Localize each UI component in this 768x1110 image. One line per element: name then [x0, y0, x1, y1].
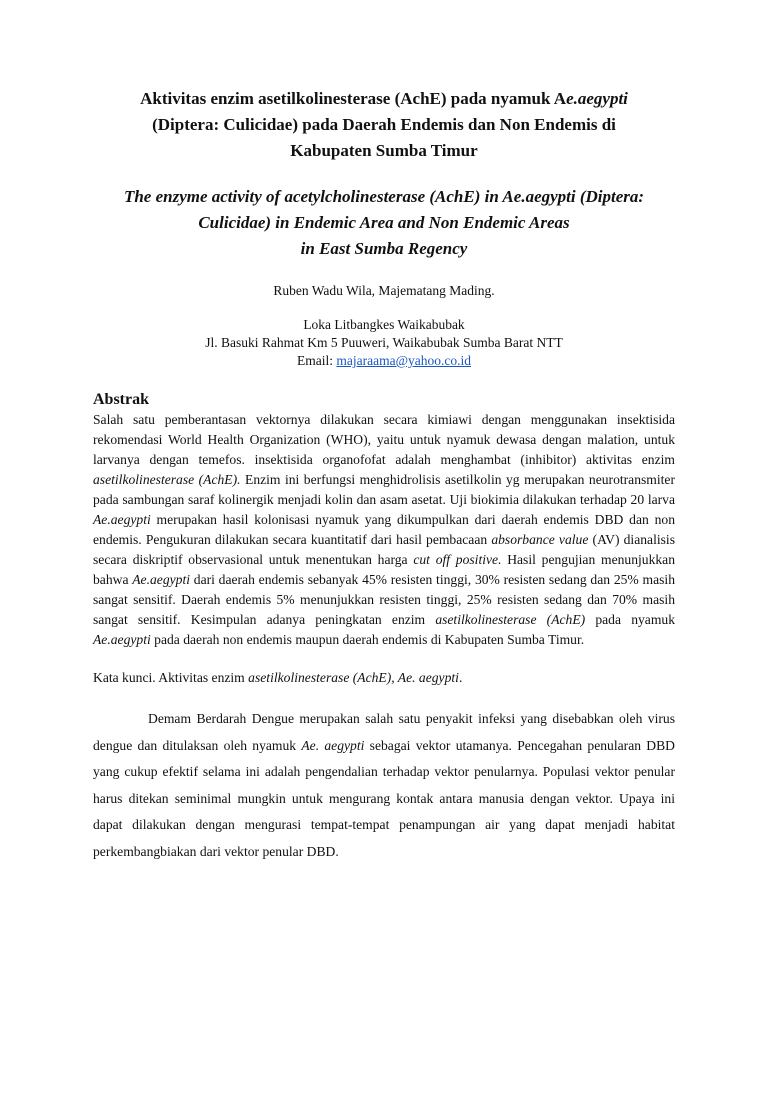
abstract-heading: Abstrak — [93, 391, 150, 408]
keywords-end: . — [458, 670, 463, 685]
email-line — [93, 352, 675, 370]
title-id-line-1 — [93, 86, 675, 112]
abstract-text — [93, 410, 675, 650]
institution: Loka Litbangkes Waikabubak — [303, 317, 465, 332]
authors: Ruben Wadu Wila, Majematang Mading. — [273, 283, 495, 298]
title-indonesian — [93, 86, 675, 164]
keywords-label: Kata kunci. Aktivitas enzim — [93, 670, 249, 685]
keywords — [93, 668, 675, 688]
title-id-line-2: (Diptera: Culicidae) pada Daerah Endemis dan Non Endemis di — [152, 115, 616, 134]
title-id-line-3: Kabupaten Sumba Timur — [290, 141, 478, 160]
email-link[interactable]: majaraama@yahoo.co.id — [336, 353, 471, 368]
body-paragraph — [93, 706, 675, 865]
affiliation — [93, 316, 675, 370]
abstract-segment: (AV) dianalisis secara diskriptif observasional untuk menentukan harga — [93, 532, 675, 567]
body-segment: Demam Berdarah Dengue merupakan salah satu penyakit infeksi yang disebabkan oleh virus dengue dan ditulaksan oleh nyamuk — [93, 711, 675, 753]
abstract-term: Ae.aegypti — [132, 572, 190, 587]
abstract-segment: dari daerah endemis sebanyak 45% resisten tinggi, 30% resisten sedang dan 25% masih sangat sensitif. Daerah endemis 5% menunjukkan resisten tinggi, 25% resisten sedang dan 70% masih sangat sensitif. Kesimpulan adanya peningkatan enzim — [93, 572, 675, 627]
abstract-segment: Salah satu pemberantasan vektornya dilakukan secara kimiawi dengan menggunakan insektisida rekomendasi World Health Organization (WHO), yaitu untuk nyamuk dewasa dengan malation, untuk larvanya dengan temefos. insektisida organofofat adalah menghambat (inhibitor) aktivitas enzim — [93, 412, 675, 467]
title-id-species: e.aegypti — [566, 89, 628, 108]
title-id-line-1-text: Aktivitas enzim asetilkolinesterase (AchE) pada nyamuk A — [140, 89, 567, 108]
abstract-segment: Enzim ini berfungsi menghidrolisis asetilkolin yg merupakan neurotransmiter pada sambungan saraf kolinergik menjadi kolin dan asam asetat. Uji biokimia dilakukan terhadap 20 larva — [93, 472, 675, 507]
abstract-term: cut off positive. — [413, 552, 502, 567]
title-en-line-1: The enzyme activity of acetylcholinesterase (AchE) in Ae.aegypti (Diptera: — [123, 187, 645, 206]
body-term: Ae. aegypti — [301, 737, 365, 753]
title-en-line-2: Culicidae) in Endemic Area and Non Endemic Areas — [198, 213, 570, 232]
abstract-term: Ae.aegypti — [93, 632, 151, 647]
abstract-segment: pada nyamuk — [585, 612, 675, 627]
body-segment: sebagai vektor utamanya. Pencegahan penularan DBD yang cukup efektif selama ini adalah pengendalian terhadap vektor penularnya. Populasi vektor penular harus ditekan seminimal mungkin untuk mengurang kontak antara manusia dengan vektor. Upaya ini dapat dilakukan dengan mengurasi tempat-tempat penampungan air yang dapat menjadi habitat perkembangbiakan dari vektor penular DBD. — [93, 737, 675, 859]
abstract-term: absorbance value — [491, 532, 589, 547]
email-label: Email: — [297, 353, 337, 368]
abstract-segment: pada daerah non endemis maupun daerah endemis di Kabupaten Sumba Timur. — [150, 632, 585, 647]
abstract-segment: merupakan hasil kolonisasi nyamuk yang dikumpulkan dari daerah endemis DBD dan non endemis. Pengukuran dilakukan secara kuantitatif dari hasil pembacaan — [93, 512, 675, 547]
keywords-terms: asetilkolinesterase (AchE), Ae. aegypti — [248, 670, 459, 685]
abstract-term: asetilkolinesterase (AchE). — [93, 472, 241, 487]
address: Jl. Basuki Rahmat Km 5 Puuweri, Waikabubak Sumba Barat NTT — [205, 335, 563, 350]
title-en-line-3: in East Sumba Regency — [300, 239, 468, 258]
abstract-segment: Hasil pengujian menunjukkan bahwa — [93, 552, 675, 587]
abstract-term: Ae.aegypti — [93, 512, 151, 527]
title-english — [93, 184, 675, 262]
abstract-term: asetilkolinesterase (AchE) — [435, 612, 586, 627]
document-page — [0, 86, 768, 1110]
